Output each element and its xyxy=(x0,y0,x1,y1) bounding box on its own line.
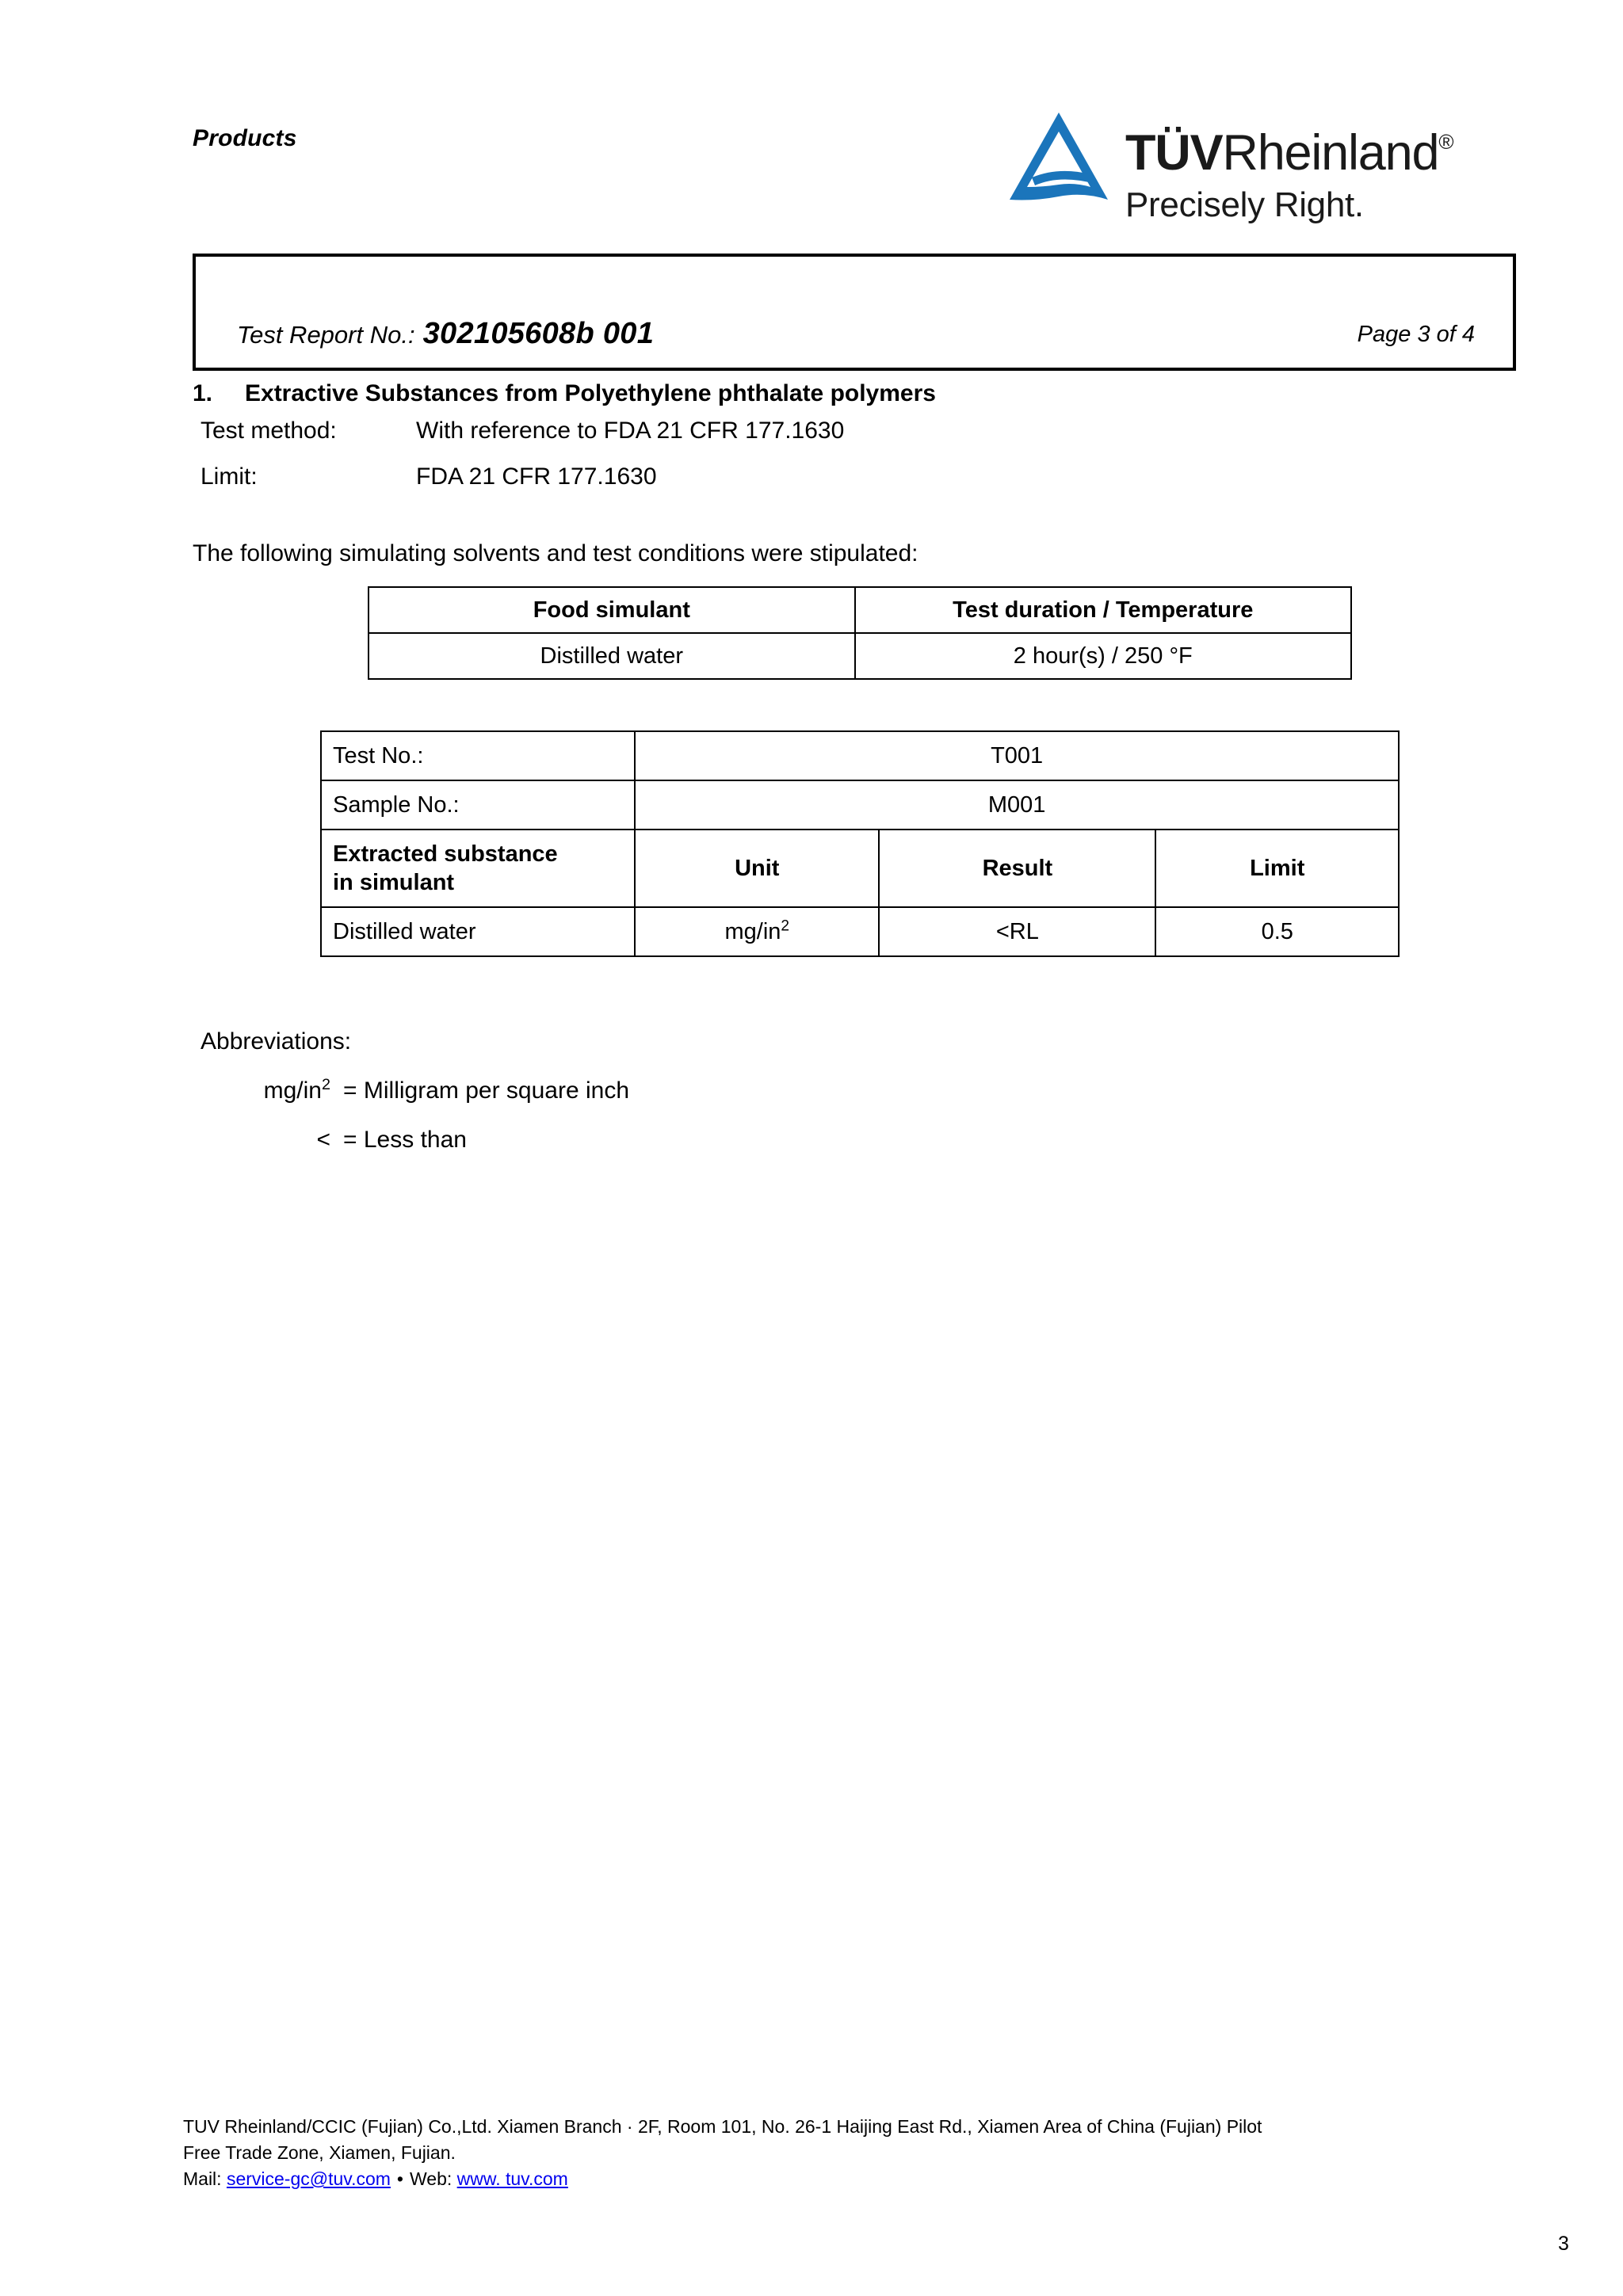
value-test-no: T001 xyxy=(635,731,1399,780)
abbreviation-symbol-base: < xyxy=(316,1127,330,1153)
abbreviations-title: Abbreviations: xyxy=(200,1028,352,1055)
abbreviation-item xyxy=(232,1077,629,1104)
cell-result: <RL xyxy=(879,907,1155,956)
cell-unit-exponent: 2 xyxy=(781,917,790,934)
page-footer xyxy=(183,2114,1514,2192)
test-method-label: Test method: xyxy=(200,418,337,444)
simulant-intro-text: The following simulating solvents and test conditions were stipulated: xyxy=(193,540,918,566)
logo-tagline: Precisely Right. xyxy=(1125,185,1364,224)
section-heading xyxy=(193,380,936,407)
cell-test-duration-temperature: 2 hour(s) / 250 °F xyxy=(855,633,1351,679)
cell-substance: Distilled water xyxy=(321,907,635,956)
abbreviation-definition xyxy=(343,1127,467,1154)
abbreviation-symbol-exponent: 2 xyxy=(321,1076,330,1093)
cell-unit-base: mg/in xyxy=(724,918,781,944)
abbreviation-symbol xyxy=(232,1077,330,1104)
abbreviation-separator: = xyxy=(343,1127,357,1153)
food-simulant-table xyxy=(368,586,1352,680)
test-method-row xyxy=(200,418,844,444)
header-test-duration-temperature: Test duration / Temperature xyxy=(855,587,1351,633)
footer-address-line-2: Free Trade Zone, Xiamen, Fujian. xyxy=(183,2142,456,2163)
cell-unit xyxy=(635,907,879,956)
abbreviation-definition xyxy=(343,1077,629,1104)
footer-mail-label: Mail: xyxy=(183,2168,222,2189)
test-report-number-value: 302105608b 001 xyxy=(422,317,655,350)
page-number: 3 xyxy=(1558,2233,1569,2255)
footer-web-link[interactable]: www. tuv.com xyxy=(456,2168,568,2189)
table-row-sample-no xyxy=(321,780,1399,830)
limit-label: Limit: xyxy=(200,463,258,490)
abbreviation-item xyxy=(232,1127,467,1154)
footer-mail-link[interactable]: service-gc@tuv.com xyxy=(226,2168,391,2189)
page-category-label: Products xyxy=(193,125,297,151)
test-report-number-group xyxy=(237,317,654,351)
label-test-no: Test No.: xyxy=(321,731,635,780)
table-header-row xyxy=(369,587,1351,633)
header-result: Result xyxy=(879,830,1155,907)
header-extracted-substance-line1: Extracted substance xyxy=(333,841,558,867)
section-title: Extractive Substances from Polyethylene phthalate polymers xyxy=(245,380,936,406)
test-report-header-box xyxy=(193,254,1516,371)
value-sample-no: M001 xyxy=(635,780,1399,830)
logo-brand-rheinland: Rheinland xyxy=(1222,125,1439,181)
abbreviation-symbol xyxy=(232,1127,330,1154)
header-extracted-substance xyxy=(321,830,635,907)
header-unit: Unit xyxy=(635,830,879,907)
table-row-test-no xyxy=(321,731,1399,780)
test-method-value: With reference to FDA 21 CFR 177.1630 xyxy=(416,418,845,444)
page-indicator: Page 3 of 4 xyxy=(1357,322,1475,347)
logo-wordmark xyxy=(1125,116,1454,225)
tuv-rheinland-triangle-logo xyxy=(1008,111,1109,204)
label-sample-no: Sample No.: xyxy=(321,780,635,830)
table-row xyxy=(321,907,1399,956)
limit-value: FDA 21 CFR 177.1630 xyxy=(416,463,657,490)
cell-limit: 0.5 xyxy=(1155,907,1399,956)
footer-separator-bullet: • xyxy=(396,2168,403,2189)
limit-row xyxy=(200,463,657,490)
test-results-table xyxy=(320,730,1400,957)
tuv-rheinland-logo xyxy=(1008,109,1523,228)
table-row xyxy=(369,633,1351,679)
logo-brand-name xyxy=(1125,116,1454,179)
cell-food-simulant: Distilled water xyxy=(369,633,855,679)
section-number: 1. xyxy=(193,380,213,406)
abbreviation-separator: = xyxy=(343,1077,357,1104)
logo-brand-tuv: TÜV xyxy=(1125,125,1223,181)
abbreviation-symbol-base: mg/in xyxy=(263,1077,322,1104)
table-header-row xyxy=(321,830,1399,907)
header-extracted-substance-line2: in simulant xyxy=(333,870,455,895)
header-limit: Limit xyxy=(1155,830,1399,907)
test-report-number-label: Test Report No.: xyxy=(237,321,415,349)
footer-web-label: Web: xyxy=(409,2168,453,2189)
registered-trademark-icon: ® xyxy=(1438,130,1454,154)
abbreviation-definition-text: Milligram per square inch xyxy=(363,1077,630,1104)
footer-contact-line xyxy=(183,2166,1514,2192)
abbreviation-definition-text: Less than xyxy=(363,1127,467,1153)
footer-address-line-1: TUV Rheinland/CCIC (Fujian) Co.,Ltd. Xiamen Branch · 2F, Room 101, No. 26-1 Haijing East Rd., Xiamen Area of China (Fujian) Pilot xyxy=(183,2116,1262,2137)
header-food-simulant: Food simulant xyxy=(369,587,855,633)
